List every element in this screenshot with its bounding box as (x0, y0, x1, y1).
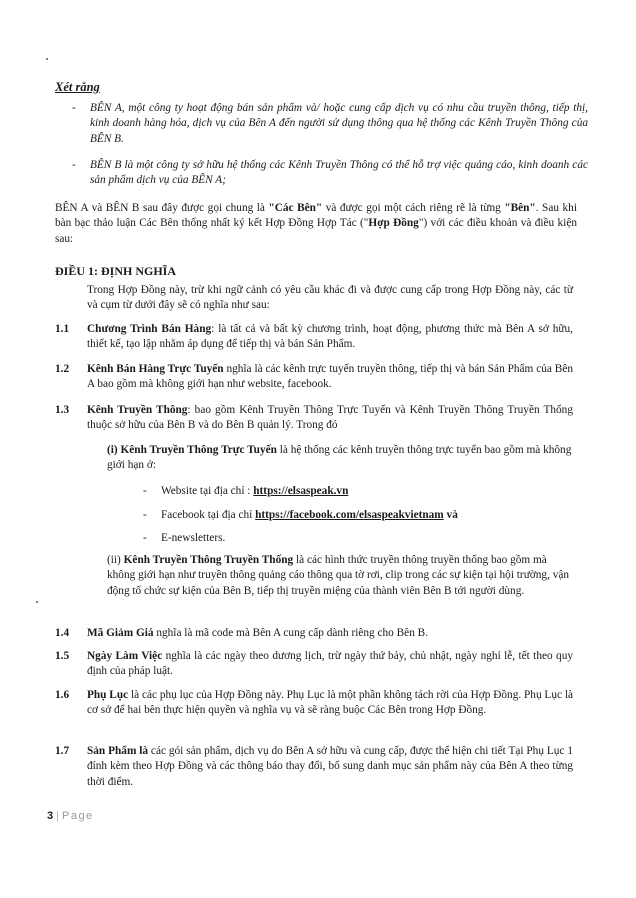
clause-number: 1.2 (55, 363, 70, 375)
clause-text (87, 688, 573, 719)
intro-paragraph (55, 201, 577, 247)
subclause-term: Kênh Truyền Thông Truyền Thống (123, 554, 294, 566)
subclause-body: là hệ thống các kênh truyền thông trực tuyến bao gồm mà không giới hạn ở: (107, 444, 572, 472)
whereas-heading: Xét rằng (55, 80, 100, 94)
intro-term: Hợp Đồng (368, 217, 419, 230)
website-link[interactable]: https://elsaspeak.vn (253, 485, 349, 497)
clause-term: Chương Trình Bán Hàng (87, 323, 212, 335)
clause-number: 1.1 (55, 323, 70, 335)
footer-separator: | (56, 810, 59, 822)
clause-body: các gói sản phẩm, dịch vụ do Bên A sở hữu và cung cấp, được thể hiện chi tiết Tại Phụ Lục 1 đính kèm theo Hợp Đồng và các thông báo thay đổi, bổ sung danh mục sản phẩm này của Bên A theo từng thời điểm. (87, 745, 573, 788)
intro-text: BÊN A và BÊN B sau đây được gọi chung là (55, 202, 269, 214)
bullet-dash: - (143, 509, 147, 521)
clause-term: Mã Giảm Giá (87, 627, 154, 639)
scan-speck (36, 601, 38, 603)
clause-number: 1.7 (55, 745, 70, 757)
clause-term: Kênh Bán Hàng Trực Tuyến (87, 363, 224, 375)
clause-body: nghĩa là các kênh trực tuyến truyền thông, tiếp thị và bán Sản Phẩm của Bên A bao gồm mà không giới hạn như website, facebook. (87, 363, 573, 391)
whereas-bullet-text: BÊN B là một công ty sở hữu hệ thống các Kênh Truyền Thông có thể hỗ trợ việc quảng cáo, kinh doanh các sản phẩm dịch vụ của BÊN A; (90, 159, 588, 187)
clause-term: Phụ Lục (87, 689, 129, 701)
intro-term: "Các Bên" (268, 202, 323, 214)
subclause-online (107, 443, 573, 474)
bullet-dash: - (72, 102, 76, 114)
page-number: 3 (47, 810, 54, 822)
clause-body: : là tất cả và bất kỳ chương trình, hoạt động, phương thức mà Bên A sở hữu, thiết kế, tạo lập nhằm áp dụng để tiếp thị và bán Sản Phẩm. (87, 323, 573, 351)
channel-label: Facebook tại địa chỉ (161, 509, 256, 521)
clause-term: Kênh Truyền Thông (87, 404, 188, 416)
subclause-traditional (107, 553, 573, 599)
clause-body: : bao gồm Kênh Truyền Thông Trực Tuyến và Kênh Truyền Thông Truyền Thống thuộc sở hữu của Bên B và do Bên B quản lý. Trong đó (87, 404, 573, 432)
clause-number: 1.6 (55, 689, 70, 701)
intro-text: và được gọi một cách riêng rẽ là từng (322, 202, 505, 214)
intro-text: ") với các điều khoản và điều kiện sau: (55, 217, 577, 245)
scan-speck (46, 58, 48, 60)
clause-text (87, 744, 573, 790)
channel-suffix: và (443, 509, 458, 521)
facebook-link[interactable]: https://facebook.com/elsaspeakvietnam (255, 509, 444, 521)
subclause-label: (i) (107, 444, 118, 456)
clause-number: 1.3 (55, 404, 70, 416)
clause-term: Sản Phẩm là (87, 745, 149, 757)
clause-number: 1.5 (55, 650, 70, 662)
whereas-bullet-text: BÊN A, một công ty hoạt động bán sản phẩm và/ hoặc cung cấp dịch vụ có nhu cầu truyền thông, tiếp thị, kinh doanh hàng hóa, dịch vụ của Bên A đến người sử dụng thông qua hệ thống các Kênh Truyền Thông của BÊN B. (90, 102, 588, 145)
clause-body: nghĩa là các ngày theo dương lịch, trừ ngày thứ bảy, chủ nhật, ngày nghỉ lễ, tết theo quy định của pháp luật. (87, 650, 573, 678)
clause-text (87, 626, 573, 641)
clause-body: là các phụ lục của Hợp Đồng này. Phụ Lục là một phần không tách rời của Hợp Đồng. Phụ Lục là cơ sở để hai bên thực hiện quyền và nghĩa vụ và sẽ ràng buộc Các Bên trong Hợp Đồng. (87, 689, 573, 717)
bullet-dash: - (143, 532, 147, 544)
clause-text (87, 649, 573, 680)
article-lead: Trong Hợp Đồng này, trừ khi ngữ cảnh có yêu cầu khác đi và được cung cấp trong Hợp Đồng này, các từ và cụm từ dưới đây sẽ có nghĩa như sau: (87, 284, 573, 312)
clause-text (87, 362, 573, 393)
clause-body: nghĩa là mã code mà Bên A cung cấp dành riêng cho Bên B. (153, 627, 429, 639)
subclause-body: là các hình thức truyền thông truyền thống bao gồm mà không giới hạn như truyền thông quảng cáo thông qua tờ rơi, clip trong các sự kiện tại hội trường, vận động tổ chức sự kiện của Bên B, tiếp thị truyền miệng của thành viên Bên B tới người dùng. (107, 554, 570, 597)
subclause-label: (ii) (107, 554, 121, 566)
clause-term: Ngày Làm Việc (87, 650, 163, 662)
clause-text (87, 322, 573, 353)
clause-number: 1.4 (55, 627, 70, 639)
article-title: ĐIỀU 1: ĐỊNH NGHĨA (55, 264, 177, 278)
bullet-dash: - (72, 159, 76, 171)
channel-label: E-newsletters. (161, 532, 226, 544)
page-footer (47, 809, 94, 824)
page-word: Page (61, 810, 94, 822)
subclause-term: Kênh Truyền Thông Trực Tuyến (120, 444, 277, 456)
channel-label: Website tại địa chỉ : (161, 485, 254, 497)
intro-text: . Sau khi bàn bạc thảo luận Các Bên thống nhất ký kết Hợp Đồng Hợp Tác (" (55, 202, 577, 230)
clause-text (87, 403, 573, 434)
bullet-dash: - (143, 485, 147, 497)
intro-term: "Bên" (504, 202, 536, 214)
